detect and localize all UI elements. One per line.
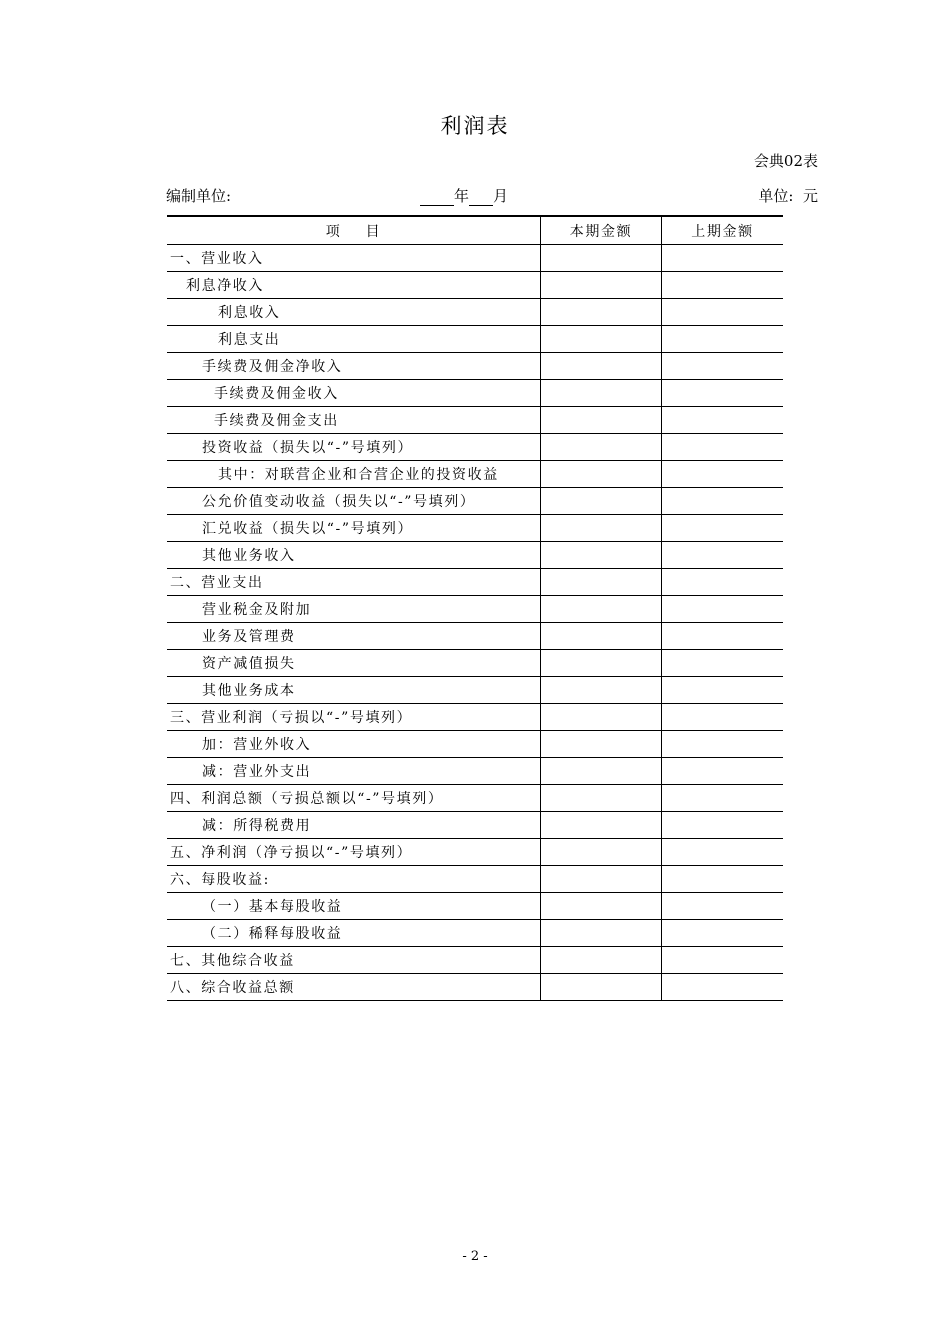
column-header-item: 项 目 xyxy=(167,216,541,245)
table-row xyxy=(167,380,783,407)
table-row xyxy=(167,758,783,785)
table-row xyxy=(167,623,783,650)
table-row xyxy=(167,488,783,515)
previous-amount-cell xyxy=(662,353,784,380)
current-amount-cell xyxy=(541,947,662,974)
current-amount-cell xyxy=(541,569,662,596)
income-statement-table xyxy=(167,215,783,1001)
previous-amount-cell xyxy=(662,272,784,299)
previous-amount-cell xyxy=(662,974,784,1001)
current-amount-cell xyxy=(541,299,662,326)
table-row xyxy=(167,650,783,677)
previous-amount-cell xyxy=(662,812,784,839)
page-title: 利润表 xyxy=(440,114,510,138)
current-amount-cell xyxy=(541,461,662,488)
unit-value: 元 xyxy=(802,187,818,205)
current-amount-cell xyxy=(541,623,662,650)
current-amount-cell xyxy=(541,407,662,434)
year-label: 年 xyxy=(454,187,470,205)
row-label: 投资收益（损失以“-”号填列） xyxy=(167,434,541,461)
table-row xyxy=(167,947,783,974)
previous-amount-cell xyxy=(662,515,784,542)
current-amount-cell xyxy=(541,812,662,839)
previous-amount-cell xyxy=(662,245,784,272)
row-label: 减：营业外支出 xyxy=(167,758,541,785)
row-label: 业务及管理费 xyxy=(167,623,541,650)
previous-amount-cell xyxy=(662,650,784,677)
row-label: 利息净收入 xyxy=(167,272,541,299)
table-row xyxy=(167,434,783,461)
previous-amount-cell xyxy=(662,596,784,623)
current-amount-cell xyxy=(541,515,662,542)
row-label: 其他业务收入 xyxy=(167,542,541,569)
previous-amount-cell xyxy=(662,677,784,704)
previous-amount-cell xyxy=(662,866,784,893)
row-label: 七、其他综合收益 xyxy=(167,947,541,974)
table-row xyxy=(167,677,783,704)
current-amount-cell xyxy=(541,380,662,407)
column-header-current: 本期金额 xyxy=(541,216,662,245)
previous-amount-cell xyxy=(662,758,784,785)
row-label: 二、营业支出 xyxy=(167,569,541,596)
table-row xyxy=(167,353,783,380)
row-label: 利息收入 xyxy=(167,299,541,326)
row-label: 利息支出 xyxy=(167,326,541,353)
current-amount-cell xyxy=(541,704,662,731)
previous-amount-cell xyxy=(662,542,784,569)
header-meta-row xyxy=(166,185,818,207)
previous-amount-cell xyxy=(662,839,784,866)
current-amount-cell xyxy=(541,785,662,812)
row-label: 减：所得税费用 xyxy=(167,812,541,839)
page-number: - 2 - xyxy=(462,1249,488,1264)
row-label: 手续费及佣金支出 xyxy=(167,407,541,434)
previous-amount-cell xyxy=(662,326,784,353)
table-row xyxy=(167,245,783,272)
row-label: 其他业务成本 xyxy=(167,677,541,704)
table-row xyxy=(167,407,783,434)
current-amount-cell xyxy=(541,677,662,704)
row-label: （一）基本每股收益 xyxy=(167,893,541,920)
row-label: 资产减值损失 xyxy=(167,650,541,677)
previous-amount-cell xyxy=(662,920,784,947)
table-row xyxy=(167,299,783,326)
current-amount-cell xyxy=(541,272,662,299)
current-amount-cell xyxy=(541,245,662,272)
prepared-by-label: 编制单位: xyxy=(166,187,232,205)
current-amount-cell xyxy=(541,596,662,623)
period-date xyxy=(420,185,508,206)
current-amount-cell xyxy=(541,353,662,380)
row-label: 手续费及佣金收入 xyxy=(167,380,541,407)
table-row xyxy=(167,461,783,488)
unit-label: 单位: xyxy=(758,187,794,205)
previous-amount-cell xyxy=(662,461,784,488)
row-label: 其中：对联营企业和合营企业的投资收益 xyxy=(167,461,541,488)
currency-unit xyxy=(758,185,818,206)
previous-amount-cell xyxy=(662,434,784,461)
form-number: 会典02表 xyxy=(753,152,818,170)
table-row xyxy=(167,515,783,542)
current-amount-cell xyxy=(541,866,662,893)
row-label: 公允价值变动收益（损失以“-”号填列） xyxy=(167,488,541,515)
current-amount-cell xyxy=(541,731,662,758)
row-label: 营业税金及附加 xyxy=(167,596,541,623)
month-label: 月 xyxy=(493,187,509,205)
previous-amount-cell xyxy=(662,704,784,731)
table-row xyxy=(167,785,783,812)
current-amount-cell xyxy=(541,893,662,920)
previous-amount-cell xyxy=(662,488,784,515)
row-label: 八、综合收益总额 xyxy=(167,974,541,1001)
row-label: 加：营业外收入 xyxy=(167,731,541,758)
current-amount-cell xyxy=(541,650,662,677)
current-amount-cell xyxy=(541,839,662,866)
previous-amount-cell xyxy=(662,785,784,812)
row-label: 五、净利润（净亏损以“-”号填列） xyxy=(167,839,541,866)
table-row xyxy=(167,974,783,1001)
table-row xyxy=(167,731,783,758)
current-amount-cell xyxy=(541,488,662,515)
table-row xyxy=(167,812,783,839)
table-row xyxy=(167,542,783,569)
table-row xyxy=(167,704,783,731)
row-label: 手续费及佣金净收入 xyxy=(167,353,541,380)
table-body xyxy=(167,245,783,1001)
previous-amount-cell xyxy=(662,380,784,407)
previous-amount-cell xyxy=(662,299,784,326)
table-row xyxy=(167,326,783,353)
table-row xyxy=(167,920,783,947)
row-label: 四、利润总额（亏损总额以“-”号填列） xyxy=(167,785,541,812)
row-label: 三、营业利润（亏损以“-”号填列） xyxy=(167,704,541,731)
table-row xyxy=(167,866,783,893)
table-row xyxy=(167,569,783,596)
previous-amount-cell xyxy=(662,947,784,974)
month-blank xyxy=(469,189,493,206)
table-header-row xyxy=(167,216,783,245)
row-label: 一、营业收入 xyxy=(167,245,541,272)
previous-amount-cell xyxy=(662,407,784,434)
row-label: （二）稀释每股收益 xyxy=(167,920,541,947)
previous-amount-cell xyxy=(662,731,784,758)
current-amount-cell xyxy=(541,758,662,785)
year-blank xyxy=(420,189,454,206)
current-amount-cell xyxy=(541,434,662,461)
previous-amount-cell xyxy=(662,569,784,596)
current-amount-cell xyxy=(541,974,662,1001)
table-row xyxy=(167,839,783,866)
previous-amount-cell xyxy=(662,893,784,920)
row-label: 六、每股收益: xyxy=(167,866,541,893)
current-amount-cell xyxy=(541,542,662,569)
current-amount-cell xyxy=(541,920,662,947)
previous-amount-cell xyxy=(662,623,784,650)
row-label: 汇兑收益（损失以“-”号填列） xyxy=(167,515,541,542)
current-amount-cell xyxy=(541,326,662,353)
table-row xyxy=(167,893,783,920)
column-header-previous: 上期金额 xyxy=(662,216,784,245)
table-row xyxy=(167,596,783,623)
table-row xyxy=(167,272,783,299)
